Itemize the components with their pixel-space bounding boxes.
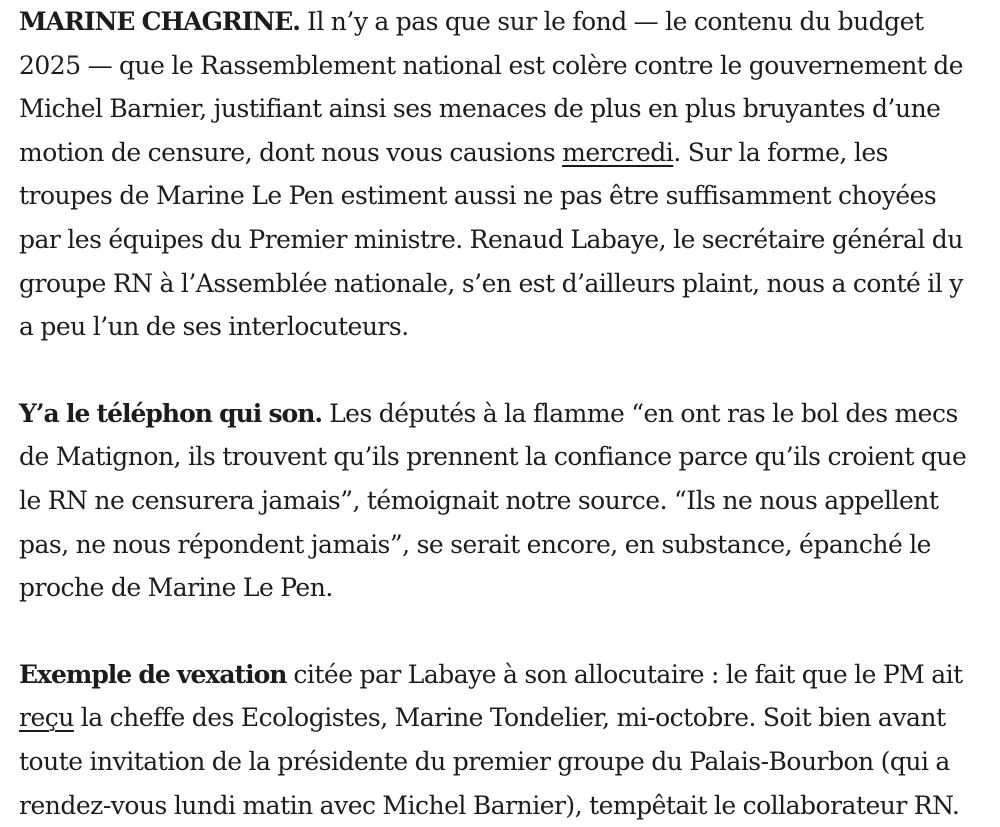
recu-link[interactable]: reçu — [19, 703, 74, 733]
paragraph-text: Il n’y a pas que sur le fond — le contenu du budget 2025 — que le Rassemblement national est colère contre le gouvernement de Michel Barnier, justifiant ainsi ses menaces de plus en plus bruyantes d’une motion de censure, dont nous vous causions — [19, 7, 964, 167]
paragraph-text: la cheffe des Ecologistes, Marine Tondelier, mi-octobre. Soit bien avant toute invitation de la présidente du premier groupe du Palais-Bourbon (qui a rendez-vous lundi matin avec Michel Barnier), tempêtait le collaborateur RN. — [19, 703, 960, 820]
paragraph-exemple-vexation — [19, 653, 976, 827]
paragraph-marine-chagrine — [19, 0, 976, 349]
paragraph-lead: Exemple de vexation — [19, 659, 287, 689]
paragraph-lead: Y’a le téléphon qui son. — [19, 398, 323, 428]
paragraph-text: . Sur la forme, les troupes de Marine Le Pen estiment aussi ne pas être suffisamment choyées par les équipes du Premier ministre. Renaud Labaye, le secrétaire général du groupe RN à l’Assemblée nationale, s’en est d’ailleurs plaint, nous a conté il y a peu l’un de ses interlocuteurs. — [19, 137, 963, 342]
mercredi-link[interactable]: mercredi — [562, 137, 674, 167]
paragraph-lead: MARINE CHAGRINE. — [19, 7, 300, 36]
paragraph-text: citée par Labaye à son allocutaire : le fait que le PM ait — [286, 659, 963, 689]
paragraph-telephone — [19, 392, 976, 610]
paragraph-text: Les députés à la flamme “en ont ras le bol des mecs de Matignon, ils trouvent qu’ils prennent la confiance parce qu’ils croient que le RN ne censurera jamais”, témoignait notre source. “Ils ne nous appellent pas, ne nous répondent jamais”, se serait encore, en substance, épanché le proche de Marine Le Pen. — [19, 398, 967, 603]
